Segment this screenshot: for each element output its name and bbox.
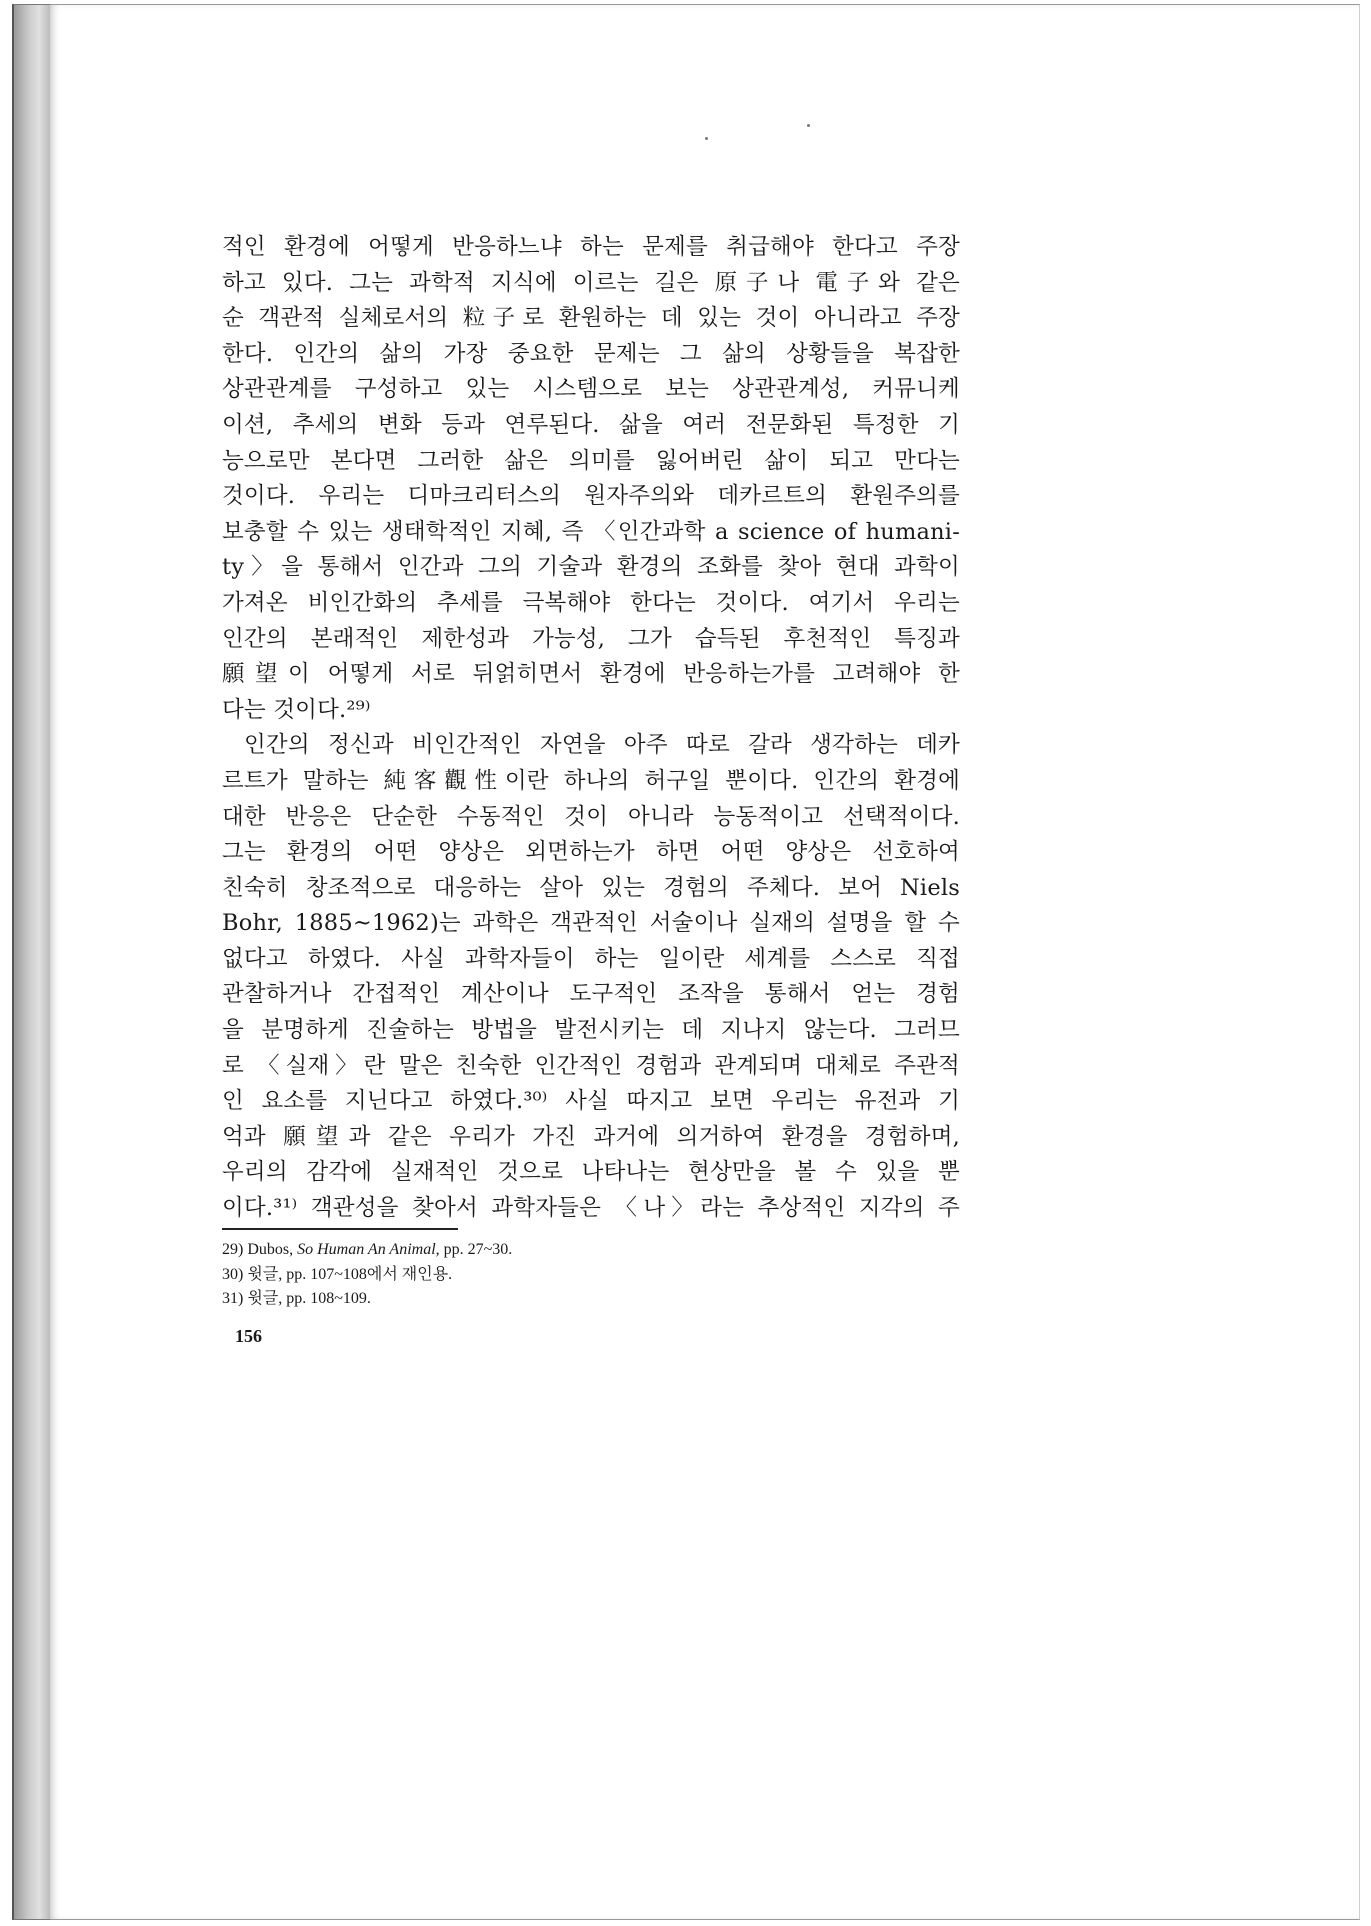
- footnotes: [222, 1228, 962, 1312]
- text-line: 인간의 본래적인 제한성과 가능성, 그가 습득된 후천적인 특징과: [222, 625, 960, 652]
- text-line: 상관관계를 구성하고 있는 시스템으로 보는 상관관계성, 커뮤니케: [222, 376, 960, 403]
- text-line: 인 요소를 지닌다고 하였다.³⁰⁾ 사실 따지고 보면 우리는 유전과 기: [222, 1088, 960, 1115]
- text-line-paragraph-end: 다는 것이다.²⁹⁾: [222, 696, 371, 723]
- footnote-29-author: Dubos,: [247, 1241, 294, 1258]
- text-line: 願望이 어떻게 서로 뒤얽히면서 환경에 반응하는가를 고려해야 한: [222, 661, 960, 688]
- text-line: 하고 있다. 그는 과학적 지식에 이르는 길은 原子나 電子와 같은: [222, 269, 960, 296]
- text-line: 친숙히 창조적으로 대응하는 살아 있는 경험의 주체다. 보어 Niels: [222, 874, 960, 901]
- text-line: 능으로만 본다면 그러한 삶은 의미를 잃어버린 삶이 되고 만다는: [222, 447, 960, 474]
- text-line: 가져온 비인간화의 추세를 극복해야 한다는 것이다. 여기서 우리는: [222, 589, 960, 616]
- text-line: 그는 환경의 어떤 양상은 외면하는가 하면 어떤 양상은 선호하여: [222, 839, 960, 866]
- footnote-29-title: So Human An Animal,: [297, 1241, 440, 1258]
- text-line: 대한 반응은 단순한 수동적인 것이 아니라 능동적이고 선택적이다.: [222, 803, 960, 830]
- scan-speck: [807, 124, 810, 127]
- book-spine: [12, 4, 50, 1920]
- text-line: 관찰하거나 간접적인 계산이나 도구적인 조작을 통해서 얻는 경험: [222, 981, 960, 1008]
- page-number: 156: [235, 1326, 262, 1346]
- scan-speck: [705, 137, 708, 140]
- text-line: 로 〈실재〉란 말은 친숙한 인간적인 경험과 관계되며 대체로 주관적: [222, 1052, 960, 1079]
- text-line: ty〉을 통해서 인간과 그의 기술과 환경의 조화를 찾아 현대 과학이: [222, 554, 960, 581]
- footnote-divider: [222, 1228, 458, 1230]
- text-line: 우리의 감각에 실재적인 것으로 나타나는 현상만을 볼 수 있을 뿐: [222, 1159, 960, 1186]
- footnote-29-pages: pp. 27~30.: [443, 1241, 513, 1258]
- text-line: 이션, 추세의 변화 등과 연루된다. 삶을 여러 전문화된 특정한 기: [222, 411, 960, 438]
- body-text: [222, 230, 960, 1227]
- text-line: 이다.³¹⁾ 객관성을 찾아서 과학자들은 〈나〉라는 추상적인 지각의 주: [222, 1195, 960, 1222]
- text-line: 순 객관적 실체로서의 粒子로 환원하는 데 있는 것이 아니라고 주장: [222, 305, 960, 332]
- text-line: 르트가 말하는 純客觀性이란 하나의 허구일 뿐이다. 인간의 환경에: [222, 767, 960, 794]
- text-line: 것이다. 우리는 디마크리터스의 원자주의와 데카르트의 환원주의를: [222, 483, 960, 510]
- text-line: 적인 환경에 어떻게 반응하느냐 하는 문제를 취급해야 한다고 주장: [222, 234, 960, 260]
- text-line-paragraph-start: 인간의 정신과 비인간적인 자연을 아주 따로 갈라 생각하는 데카: [244, 732, 960, 759]
- text-line: Bohr, 1885~1962)는 과학은 객관적인 서술이나 실재의 설명을 할 수: [222, 910, 960, 937]
- text-line: 보충할 수 있는 생태학적인 지혜, 즉 〈인간과학 a science of humani-: [222, 518, 960, 545]
- text-line: 없다고 하였다. 사실 과학자들이 하는 일이란 세계를 스스로 직접: [222, 945, 960, 972]
- footnote-30: 30) 윗글, pp. 107~108에서 재인용.: [222, 1265, 453, 1283]
- footnote-29-number: 29): [222, 1241, 244, 1258]
- text-line: 한다. 인간의 삶의 가장 중요한 문제는 그 삶의 상황들을 복잡한: [222, 340, 960, 367]
- footnote-29: [222, 1238, 962, 1263]
- text-line: 억과 願望과 같은 우리가 가진 과거에 의거하여 환경을 경험하며,: [222, 1123, 960, 1150]
- footnote-31: 31) 윗글, pp. 108~109.: [222, 1290, 371, 1307]
- text-line: 을 분명하게 진술하는 방법을 발전시키는 데 지나지 않는다. 그러므: [222, 1017, 960, 1044]
